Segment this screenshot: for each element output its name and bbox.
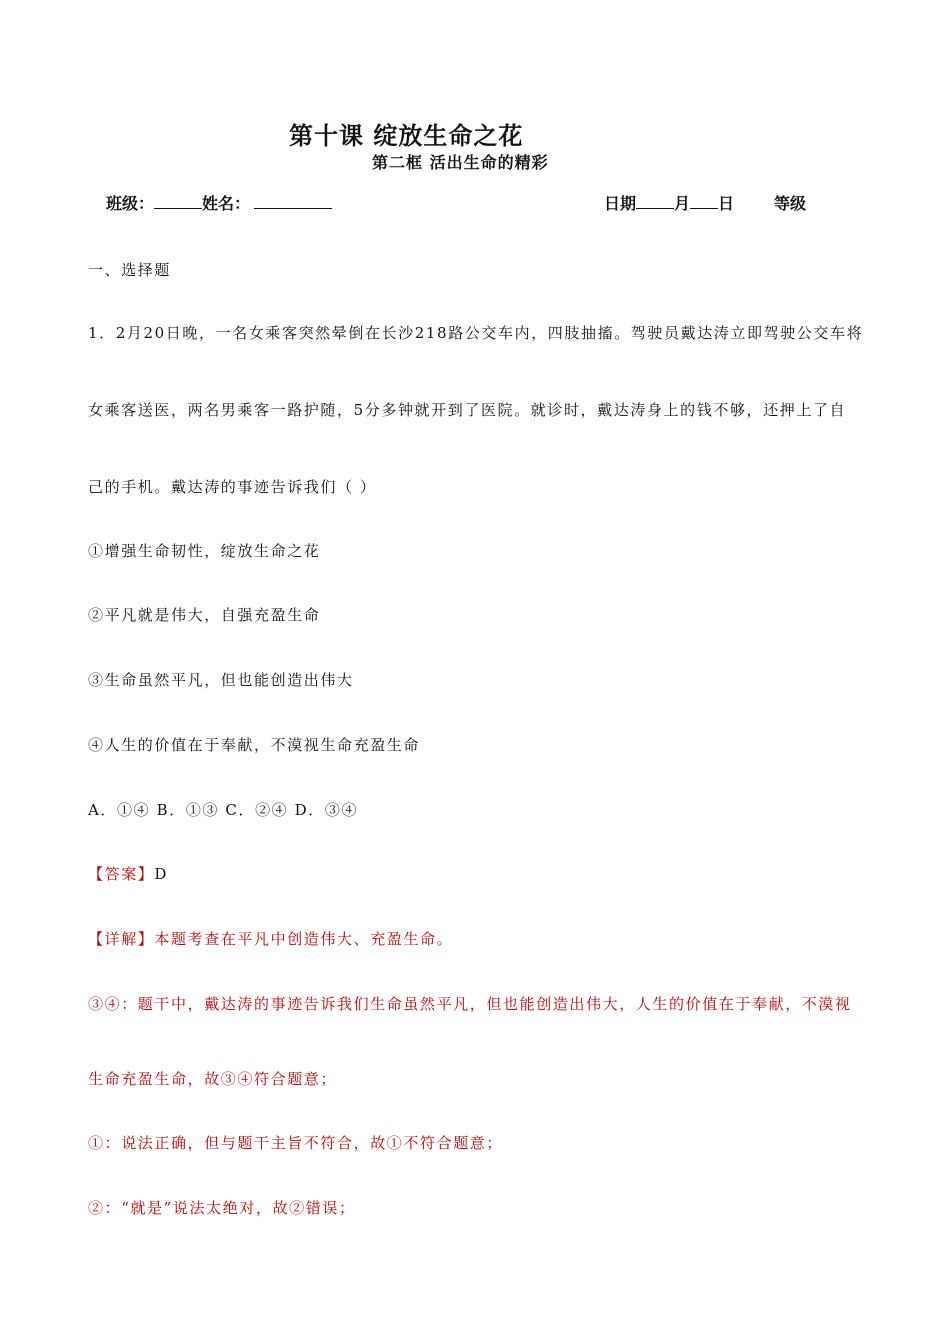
question-line-3: 己的手机。戴达涛的事迹告诉我们（ ） bbox=[88, 478, 377, 496]
day-label: 日 bbox=[718, 194, 735, 213]
option-2: ②平凡就是伟大，自强充盈生命 bbox=[88, 606, 321, 624]
explanation-line-2: 生命充盈生命，故③④符合题意； bbox=[88, 1070, 338, 1088]
class-label: 班级： bbox=[106, 194, 155, 213]
question-line-2: 女乘客送医，两名男乘客一路护随，5分多钟就开到了医院。就诊时，戴达涛身上的钱不够，还押上了自 bbox=[88, 401, 847, 419]
explanation-line-1: ③④：题干中，戴达涛的事迹告诉我们生命虽然平凡，但也能创造出伟大，人生的价值在于奉献，不漠视 bbox=[88, 995, 852, 1013]
option-1: ①增强生命韧性，绽放生命之花 bbox=[88, 542, 321, 560]
grade-label: 等级 bbox=[774, 194, 807, 213]
detail-label: 【详解】 bbox=[88, 930, 155, 948]
date-info bbox=[604, 191, 806, 214]
date-label: 日期 bbox=[604, 194, 637, 213]
section-heading: 一、选择题 bbox=[88, 261, 172, 279]
explanation-line-3: ①：说法正确，但与题干主旨不符合，故①不符合题意； bbox=[88, 1134, 504, 1152]
answer-value: D bbox=[154, 865, 169, 883]
name-blank[interactable] bbox=[254, 192, 332, 209]
class-blank[interactable] bbox=[154, 192, 202, 209]
answer-label: 【答案】 bbox=[88, 865, 155, 883]
detail-line bbox=[88, 928, 453, 949]
lesson-title: 第十课 绽放生命之花 bbox=[289, 121, 524, 150]
option-4: ④人生的价值在于奉献，不漠视生命充盈生命 bbox=[88, 736, 421, 754]
answer-line bbox=[88, 863, 168, 884]
month-label: 月 bbox=[674, 194, 691, 213]
explanation-line-4: ②：“就是”说法太绝对，故②错误； bbox=[88, 1199, 356, 1217]
answer-choices: A．①④ B．①③ C．②④ D．③④ bbox=[88, 801, 359, 819]
day-blank[interactable] bbox=[690, 192, 718, 209]
student-info bbox=[106, 191, 332, 214]
name-label: 姓名： bbox=[202, 194, 251, 213]
lesson-subtitle: 第二框 活出生命的精彩 bbox=[372, 153, 549, 172]
question-line-1: 1．2月20日晚，一名女乘客突然晕倒在长沙218路公交车内，四肢抽搐。驾驶员戴达涛立即驾驶公交车将 bbox=[88, 324, 864, 342]
month-blank[interactable] bbox=[636, 192, 674, 209]
option-3: ③生命虽然平凡，但也能创造出伟大 bbox=[88, 671, 354, 689]
detail-text: 本题考查在平凡中创造伟大、充盈生命。 bbox=[154, 930, 454, 948]
